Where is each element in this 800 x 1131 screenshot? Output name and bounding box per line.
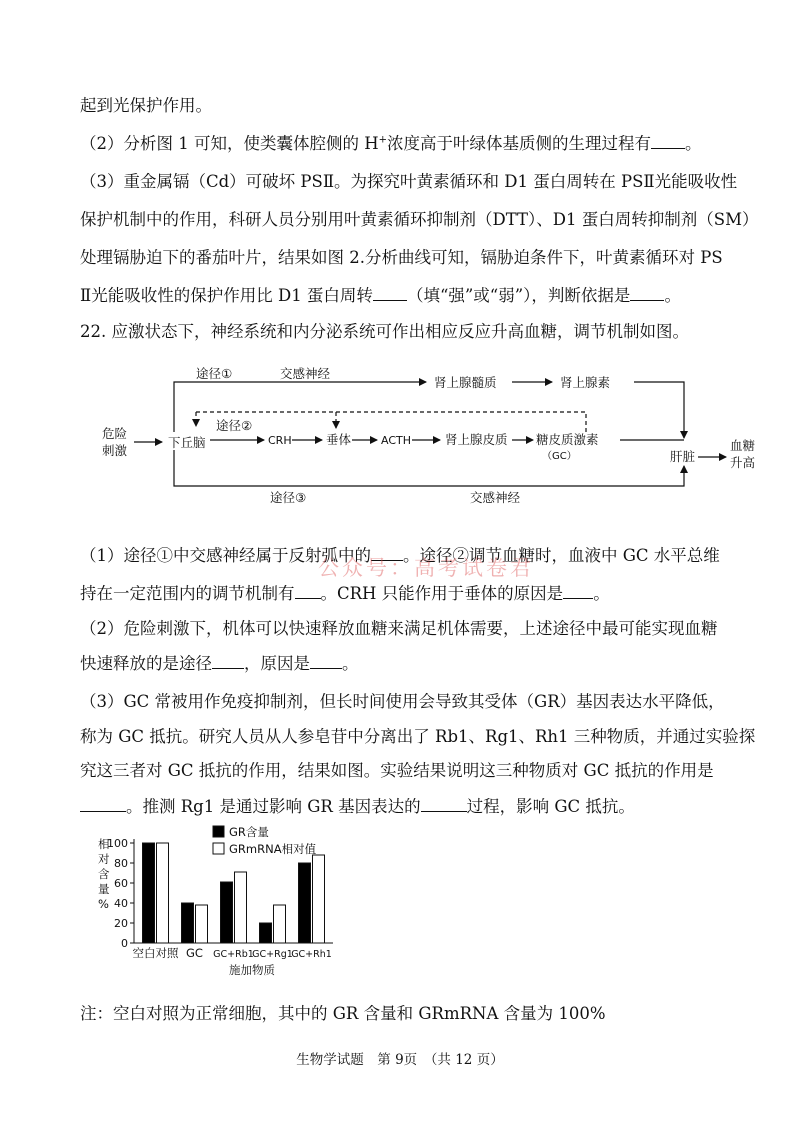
line-text: ，原因是 xyxy=(244,654,310,673)
question-22-title xyxy=(80,318,689,342)
bar-gr xyxy=(299,863,311,943)
line-text: （3）重金属镉（Cd）可破坏 PSⅡ。为探究叶黄素循环和 D1 蛋白周转在 PSⅡ光能吸收性 xyxy=(80,172,738,191)
line-text: 过程，影响 GC 抵抗。 xyxy=(466,797,635,816)
hypothalamus-node: 下丘脑 xyxy=(168,435,206,450)
bar-grmrna xyxy=(196,905,208,943)
line-text: （2）危险刺激下，机体可以快速释放血糖来满足机体需要，上述途径中最可能实现血糖 xyxy=(80,619,718,638)
crh-node: CRH xyxy=(268,434,292,447)
question-3-line xyxy=(80,688,725,712)
sympathetic-label: 交感神经 xyxy=(470,490,521,505)
adrenal-medulla-node: 肾上腺髓质 xyxy=(434,375,497,390)
path-3-line xyxy=(174,450,684,486)
bar-gr xyxy=(221,882,233,943)
y-tick-label: 20 xyxy=(114,917,128,930)
legend-label: GR含量 xyxy=(229,825,269,839)
line-text: 称为 GC 抵抗。研究人员从人参皂苷中分离出了 Rb1、Rg1、Rh1 三种物质，并通过实验探 xyxy=(80,727,756,746)
legend-swatch xyxy=(213,843,224,854)
note-line xyxy=(80,1000,606,1024)
legend-swatch xyxy=(213,826,224,837)
path-2-label: 途径② xyxy=(216,418,253,433)
answer-blank[interactable] xyxy=(373,299,407,301)
page-footer: 生物学试题 第 9页 （共 12 页） xyxy=(296,1052,504,1068)
line-text: （1）途径①中交感神经属于反射弧中的 xyxy=(80,546,371,565)
chart-bars xyxy=(133,843,332,960)
line-text: 注：空白对照为正常细胞，其中的 GR 含量和 GRmRNA 含量为 100% xyxy=(80,1004,606,1023)
chart-legend xyxy=(213,825,317,856)
question-2-line xyxy=(80,615,718,639)
y-tick-label: 100 xyxy=(107,837,128,850)
bar-grmrna xyxy=(235,872,247,943)
line-text: （3）GC 常被用作免疫抑制剂，但长时间使用会导致其受体（GR）基因表达水平降低， xyxy=(80,692,725,711)
question-3-line xyxy=(80,793,635,817)
x-tick-label: GC xyxy=(186,946,203,960)
y-axis-label-char: 相 xyxy=(98,837,110,851)
gc-abbr: （GC） xyxy=(542,451,577,462)
x-tick-label: GC+Rh1 xyxy=(291,949,332,960)
answer-blank[interactable] xyxy=(212,667,244,669)
sympathetic-label: 交感神经 xyxy=(280,366,331,381)
line-text: （2）分析图 1 可知，使类囊体腔侧的 H xyxy=(80,134,379,153)
pituitary-node: 垂体 xyxy=(326,432,352,447)
path-3-label: 途径③ xyxy=(270,490,307,505)
answer-blank[interactable] xyxy=(421,810,467,812)
question-3-line xyxy=(80,757,714,781)
y-tick-label: 0 xyxy=(121,937,128,950)
y-axis-label-char: 含 xyxy=(98,867,110,881)
text-line xyxy=(80,92,212,116)
glucose-label: 血糖 xyxy=(730,438,756,453)
line-text: 。 xyxy=(664,286,681,305)
line-text: 22. 应激状态下，神经系统和内分泌系统可作出相应反应升高血糖，调节机制如图。 xyxy=(80,322,689,341)
bar-grmrna xyxy=(313,855,325,943)
line-text: 。 xyxy=(342,654,359,673)
liver-node: 肝脏 xyxy=(670,449,696,464)
line-text: 持在一定范围内的调节机制有 xyxy=(80,584,295,603)
line-text: 。推测 Rg1 是通过影响 GR 基因表达的 xyxy=(126,797,421,816)
x-tick-label: 空白对照 xyxy=(132,946,179,960)
question-3-line xyxy=(80,282,681,306)
glucose-label: 升高 xyxy=(730,455,756,470)
x-tick-label: GC+Rb1 xyxy=(213,949,254,960)
line-text: 浓度高于叶绿体基质侧的生理过程有 xyxy=(387,134,652,153)
feedback-line xyxy=(196,412,586,432)
y-axis-label-char: % xyxy=(98,897,109,911)
watermark: 公众号：高考试卷君 xyxy=(318,556,534,580)
line-text: 。CRH 只能作用于垂体的原因是 xyxy=(320,584,564,603)
line-text: 处理镉胁迫下的番茄叶片，结果如图 2.分析曲线可知，镉胁迫条件下，叶黄素循环对 PS xyxy=(80,248,723,267)
path-1-label: 途径① xyxy=(196,366,233,381)
line-text: （填“强”或“弱”），判断依据是 xyxy=(406,286,631,305)
y-tick-label: 40 xyxy=(114,897,128,910)
answer-blank[interactable] xyxy=(295,597,321,599)
danger-label: 刺激 xyxy=(102,443,128,458)
line-text: 。 xyxy=(685,134,702,153)
acth-node: ACTH xyxy=(381,434,412,447)
x-axis-label: 施加物质 xyxy=(229,963,275,977)
answer-blank[interactable] xyxy=(310,667,342,669)
question-2-line xyxy=(80,650,359,674)
question-2-line xyxy=(80,130,702,154)
adrenal-cortex-node: 肾上腺皮质 xyxy=(445,432,508,447)
bar-gr xyxy=(260,923,272,943)
line-text: Ⅱ光能吸收性的保护作用比 D1 蛋白周转 xyxy=(80,286,373,305)
glucocorticoid-node: 糖皮质激素 xyxy=(536,432,599,447)
superscript: + xyxy=(378,134,388,146)
line-text: 。途径②调节血糖时，血液中 GC 水平总维 xyxy=(403,546,720,565)
path-1-line xyxy=(174,382,426,432)
bar-gr xyxy=(182,903,194,943)
line-text: 起到光保护作用。 xyxy=(80,96,212,115)
line-text: 究这三者对 GC 抵抗的作用，结果如图。实验结果说明这三种物质对 GC 抵抗的作用是 xyxy=(80,761,714,780)
epinephrine-node: 肾上腺素 xyxy=(560,375,611,390)
text-line xyxy=(80,168,737,192)
text-line xyxy=(80,244,723,268)
danger-label: 危险 xyxy=(102,426,128,441)
y-tick-label: 60 xyxy=(114,877,128,890)
y-axis-label-char: 量 xyxy=(98,882,110,896)
answer-blank[interactable] xyxy=(651,147,685,149)
legend-label: GRmRNA相对值 xyxy=(229,842,317,856)
bar-gr xyxy=(143,843,155,943)
arrow xyxy=(634,382,684,438)
y-tick-label: 80 xyxy=(114,857,128,870)
line-text: 。 xyxy=(593,584,610,603)
answer-blank[interactable] xyxy=(630,299,664,301)
question-1-line xyxy=(80,580,610,604)
question-3-line xyxy=(80,723,755,747)
line-text: 快速释放的是途径 xyxy=(80,654,212,673)
bar-grmrna xyxy=(157,843,169,943)
gr-bar-chart xyxy=(88,818,388,978)
bar-grmrna xyxy=(274,905,286,943)
x-tick-label: GC+Rg1 xyxy=(252,949,293,960)
answer-blank[interactable] xyxy=(563,597,593,599)
regulation-diagram xyxy=(90,360,770,510)
y-axis-label-char: 对 xyxy=(98,852,110,866)
line-text: 保护机制中的作用，科研人员分别用叶黄素循环抑制剂（DTT）、D1 蛋白周转抑制剂（SM） xyxy=(80,210,759,229)
answer-blank[interactable] xyxy=(80,810,126,812)
text-line xyxy=(80,206,758,230)
